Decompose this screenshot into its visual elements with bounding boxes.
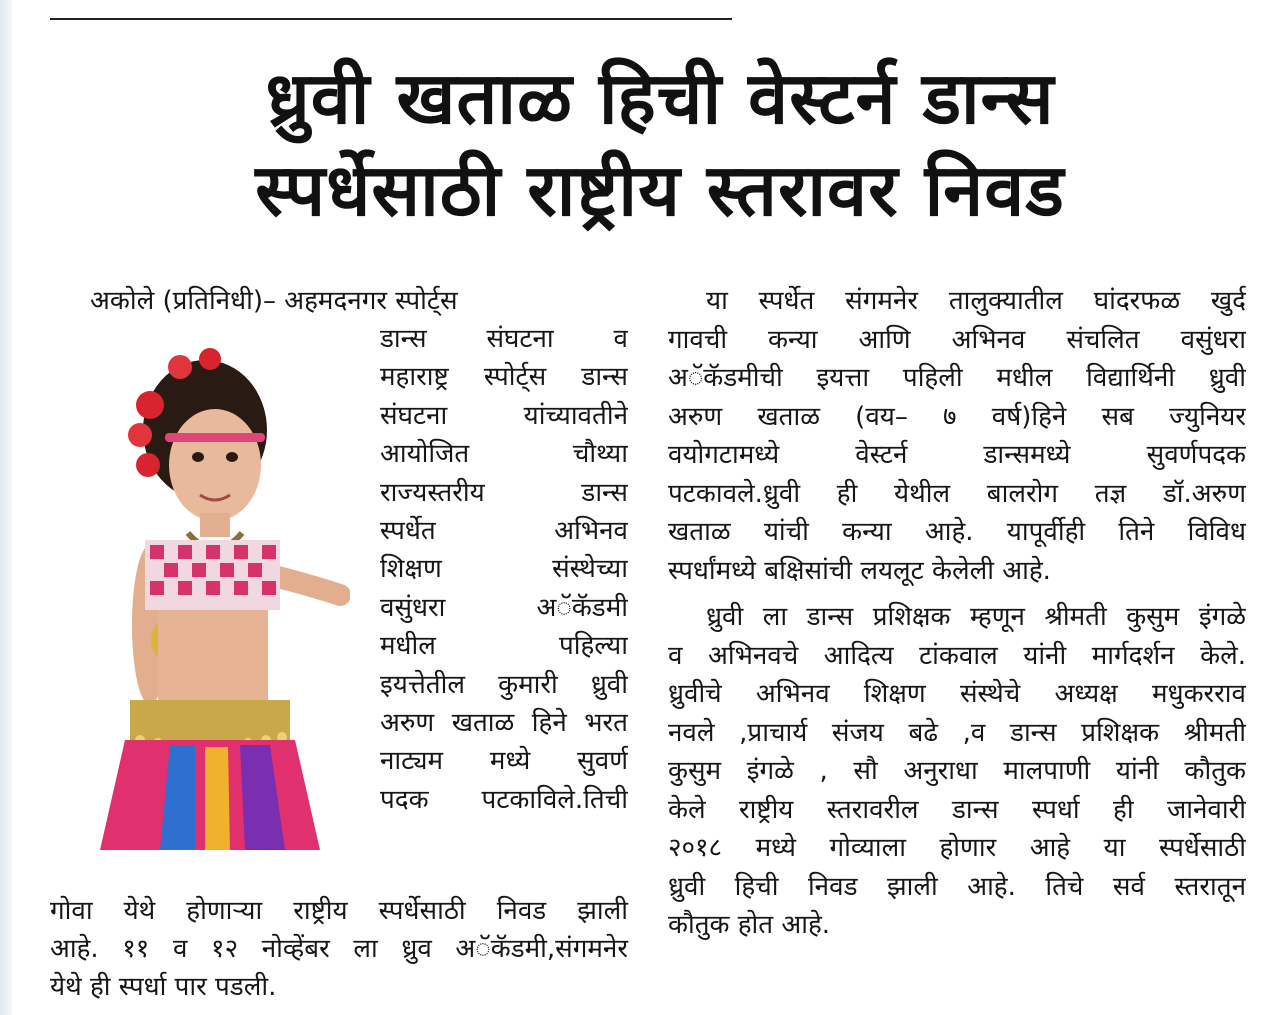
left-narrow-line: वसुंधरा अॅकॅडमी <box>380 592 628 623</box>
headline-line-1: ध्रुवी खताळ हिची वेस्टर्न डान्स <box>265 56 1055 140</box>
left-narrow-line: संघटना यांच्यावतीने <box>380 400 628 431</box>
left-wide-paragraph <box>50 892 628 1006</box>
right-line: ध्रुवीचे अभिनव शिक्षण संस्थेचे अध्यक्ष मधुकरराव <box>668 679 1246 709</box>
left-narrow-line: अरुण खताळ हिने भरत <box>380 708 628 739</box>
right-line: खताळ यांची कन्या आहे. यापूर्वीही तिने विविध <box>668 517 1246 547</box>
right-line: कौतुक होत आहे. <box>668 910 831 940</box>
headline <box>120 52 1200 236</box>
right-line: २०१८ मध्ये गोव्याला होणार आहे या स्पर्धेसाठी <box>668 833 1246 863</box>
right-line: स्पर्धांमध्ये बक्षिसांची लयलूट केलेली आहे. <box>668 555 1051 586</box>
right-line: वयोगटामध्ये वेस्टर्न डान्समध्ये सुवर्णपदक <box>668 440 1246 470</box>
left-narrow-line: महाराष्ट्र स्पोर्ट्स डान्स <box>380 362 628 393</box>
right-line: गावची कन्या आणि अभिनव संचलित वसुंधरा <box>668 324 1246 355</box>
left-narrow-line: नाट्यम मध्ये सुवर्ण <box>380 746 628 777</box>
left-narrow-line: डान्स संघटना व <box>380 324 628 354</box>
right-line: ध्रुवी हिची निवड झाली आहे. तिचे सर्व स्तरातून <box>668 871 1246 902</box>
right-line: अरुण खताळ (वय– ७ वर्ष)हिने सब ज्युनियर <box>668 401 1246 432</box>
left-narrow-line: इयत्तेतील कुमारी ध्रुवी <box>380 669 628 700</box>
left-narrow-line: राज्यस्तरीय डान्स <box>380 477 628 508</box>
right-line: ध्रुवी ला डान्स प्रशिक्षक म्हणून श्रीमती कुसुम इंगळे <box>706 602 1246 632</box>
left-narrow-line: मधील पहिल्या <box>380 631 628 662</box>
right-line: केले राष्ट्रीय स्तरावरील डान्स स्पर्धा ही जानेवारी <box>668 794 1246 825</box>
left-narrow-line: स्पर्धेत अभिनव <box>380 516 628 547</box>
left-wide-line: आहे. ११ व १२ नोव्हेंबर ला ध्रुव अॅकॅडमी,संगमनेर <box>50 934 628 964</box>
right-line: अॅकॅडमीची इयत्ता पहिली मधील विद्यार्थिनी ध्रुवी <box>668 363 1246 393</box>
right-paragraph-1 <box>668 282 1246 590</box>
left-wide-line: येथे ही स्पर्धा पार पडली. <box>50 972 277 1002</box>
left-narrow-column <box>380 320 628 819</box>
left-narrow-line: आयोजित चौथ्या <box>380 439 628 470</box>
right-line: व अभिनवचे आदित्य टांकवाल यांनी मार्गदर्शन केले. <box>668 640 1246 671</box>
right-line: पटकावले.ध्रुवी ही येथील बालरोग तज्ञ डॉ.अरुण <box>668 478 1246 509</box>
left-narrow-line: शिक्षण संस्थेच्या <box>380 554 628 585</box>
article-intro: अकोले (प्रतिनिधी)– अहमदनगर स्पोर्ट्स <box>90 286 458 316</box>
top-rule <box>50 18 732 20</box>
left-wide-line: गोवा येथे होणाऱ्या राष्ट्रीय स्पर्धेसाठी निवड झाली <box>50 896 628 926</box>
right-line: कुसुम इंगळे , सौ अनुराधा मालपाणी यांनी कौतुक <box>668 756 1246 786</box>
right-column <box>668 282 1246 953</box>
right-line: नवले ,प्राचार्य संजय बढे ,व डान्स प्रशिक्षक श्रीमती <box>668 717 1246 748</box>
dancer-photo <box>70 345 350 850</box>
headline-line-2: स्पर्धेसाठी राष्ट्रीय स्तरावर निवड <box>255 148 1065 232</box>
right-line: या स्पर्धेत संगमनेर तालुक्यातील घांदरफळ खुर्द <box>706 286 1246 316</box>
page-edge-shadow <box>0 0 12 1015</box>
right-paragraph-2 <box>668 598 1246 945</box>
left-narrow-line: पदक पटकाविले.तिची <box>380 784 628 815</box>
